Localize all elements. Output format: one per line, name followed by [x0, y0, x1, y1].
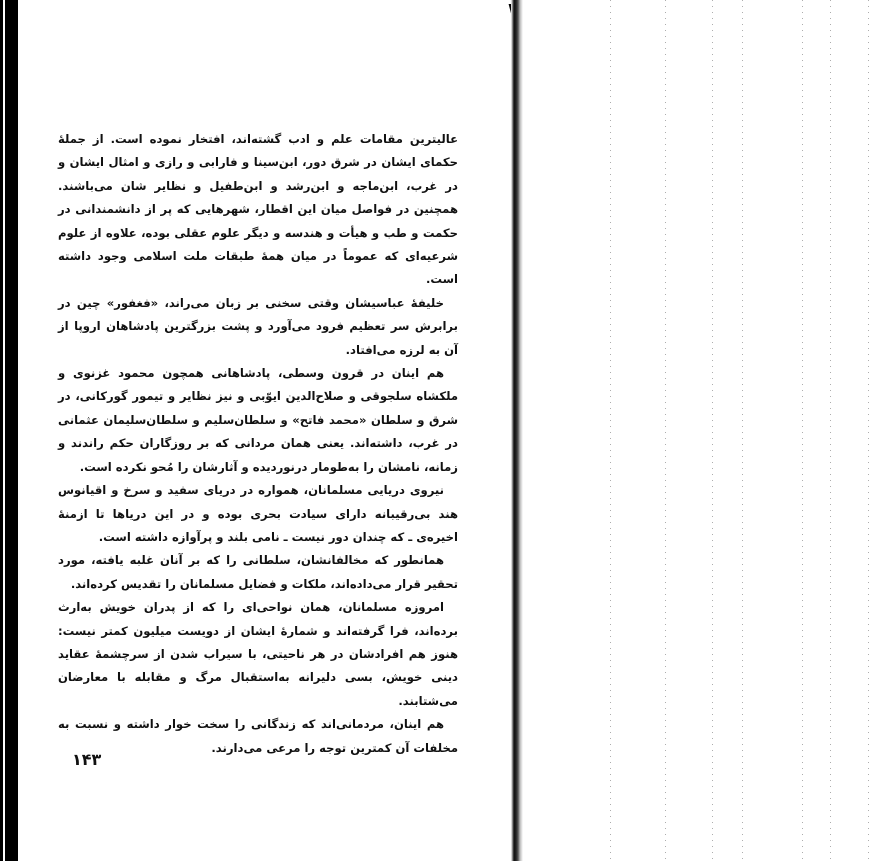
paragraph: خلیفهٔ عباسیشان وقتی سخنی بر زبان می‌راند، «فغفور» چین در برابرش سر تعظیم فرود می‌آورد و پشت بزرگترین پادشاهان اروپا از آن به لرزه می‌افتاد. [58, 295, 458, 357]
scan-noise-column [830, 0, 831, 861]
page-binding-edge [511, 0, 523, 861]
scan-noise-column [665, 0, 666, 861]
scan-noise-column [610, 0, 611, 861]
page-text-body [58, 128, 458, 760]
paragraph: هم اینان در قرون وسطی، پادشاهانی همچون محمود غزنوی و ملکشاه سلجوقی و صلاح‌الدین ایوّبی و نیز نظایر و تیمور گورکانی، در شرق و سلطان «محمد فاتح» و سلطان‌سلیم و سلطان‌سلیمان عثمانی در غرب، داشته‌اند. یعنی همان مردانی که بر روزگاران حکم راندند و زمانه، نامشان را به‌طومار درنوردیده و آثارشان را مُحو نکرده است. [58, 366, 458, 474]
paragraph: عالیترین مقامات علم و ادب گشته‌اند، افتخار نموده است. از جملهٔ حکمای ایشان در شرق دور، ابن‌سینا و فارابی و رازی و امثال ایشان و در غرب، ابن‌ماجه و ابن‌رشد و ابن‌طفیل و نظایر شان می‌باشند. همچنین در فواصل میان این اقطار، شهرهایی که پر از دانشمندانی در حکمت و طب و هیأت و هندسه و دیگر علوم عقلی بوده، علاوه از علوم شرعیه‌ای که عموماً در میان همهٔ طبقات ملت اسلامی وجود داشته است. [58, 132, 458, 287]
scan-noise-column [868, 0, 869, 861]
scan-left-edge-line [3, 0, 5, 861]
paragraph: امروزه مسلمانان، همان نواحی‌ای را که از پدران خویش به‌ارث برده‌اند، فرا گرفته‌اند و شمارهٔ ایشان از دویست میلیون کمتر نیست: هنوز هم افرادشان در هر ناحیتی، با سیراب شدن از سرچشمهٔ عقاید دینی خویش، بسی دلیرانه به‌استقبال مرگ و مقابله با معارضان می‌شتابند. [58, 600, 458, 708]
paragraph: همانطور که مخالفانشان، سلطانی را که بر آنان غلبه یافته، مورد تحقیر قرار می‌داده‌اند، ملکات و فضایل مسلمانان را تقدیس کرده‌اند. [58, 553, 458, 591]
scan-noise-column [742, 0, 743, 861]
page-number: ۱۴۳ [72, 750, 102, 769]
scan-noise-column [802, 0, 803, 861]
scan-noise-column [712, 0, 713, 861]
paragraph: نیروی دریایی مسلمانان، همواره در دریای سفید و سرخ و اقیانوس هند بی‌رقیبانه دارای سیادت بحری بوده و در این دریاها تا ازمنهٔ اخیره‌ی ـ که چندان دور نیست ـ نامی بلند و پرآوازه داشته است. [58, 483, 458, 544]
paragraph: هم اینان، مردمانی‌اند که زندگانی را سخت خوار داشته و نسبت به مخلفات آن کمترین توجه را مرعی می‌دارند. [58, 717, 458, 755]
